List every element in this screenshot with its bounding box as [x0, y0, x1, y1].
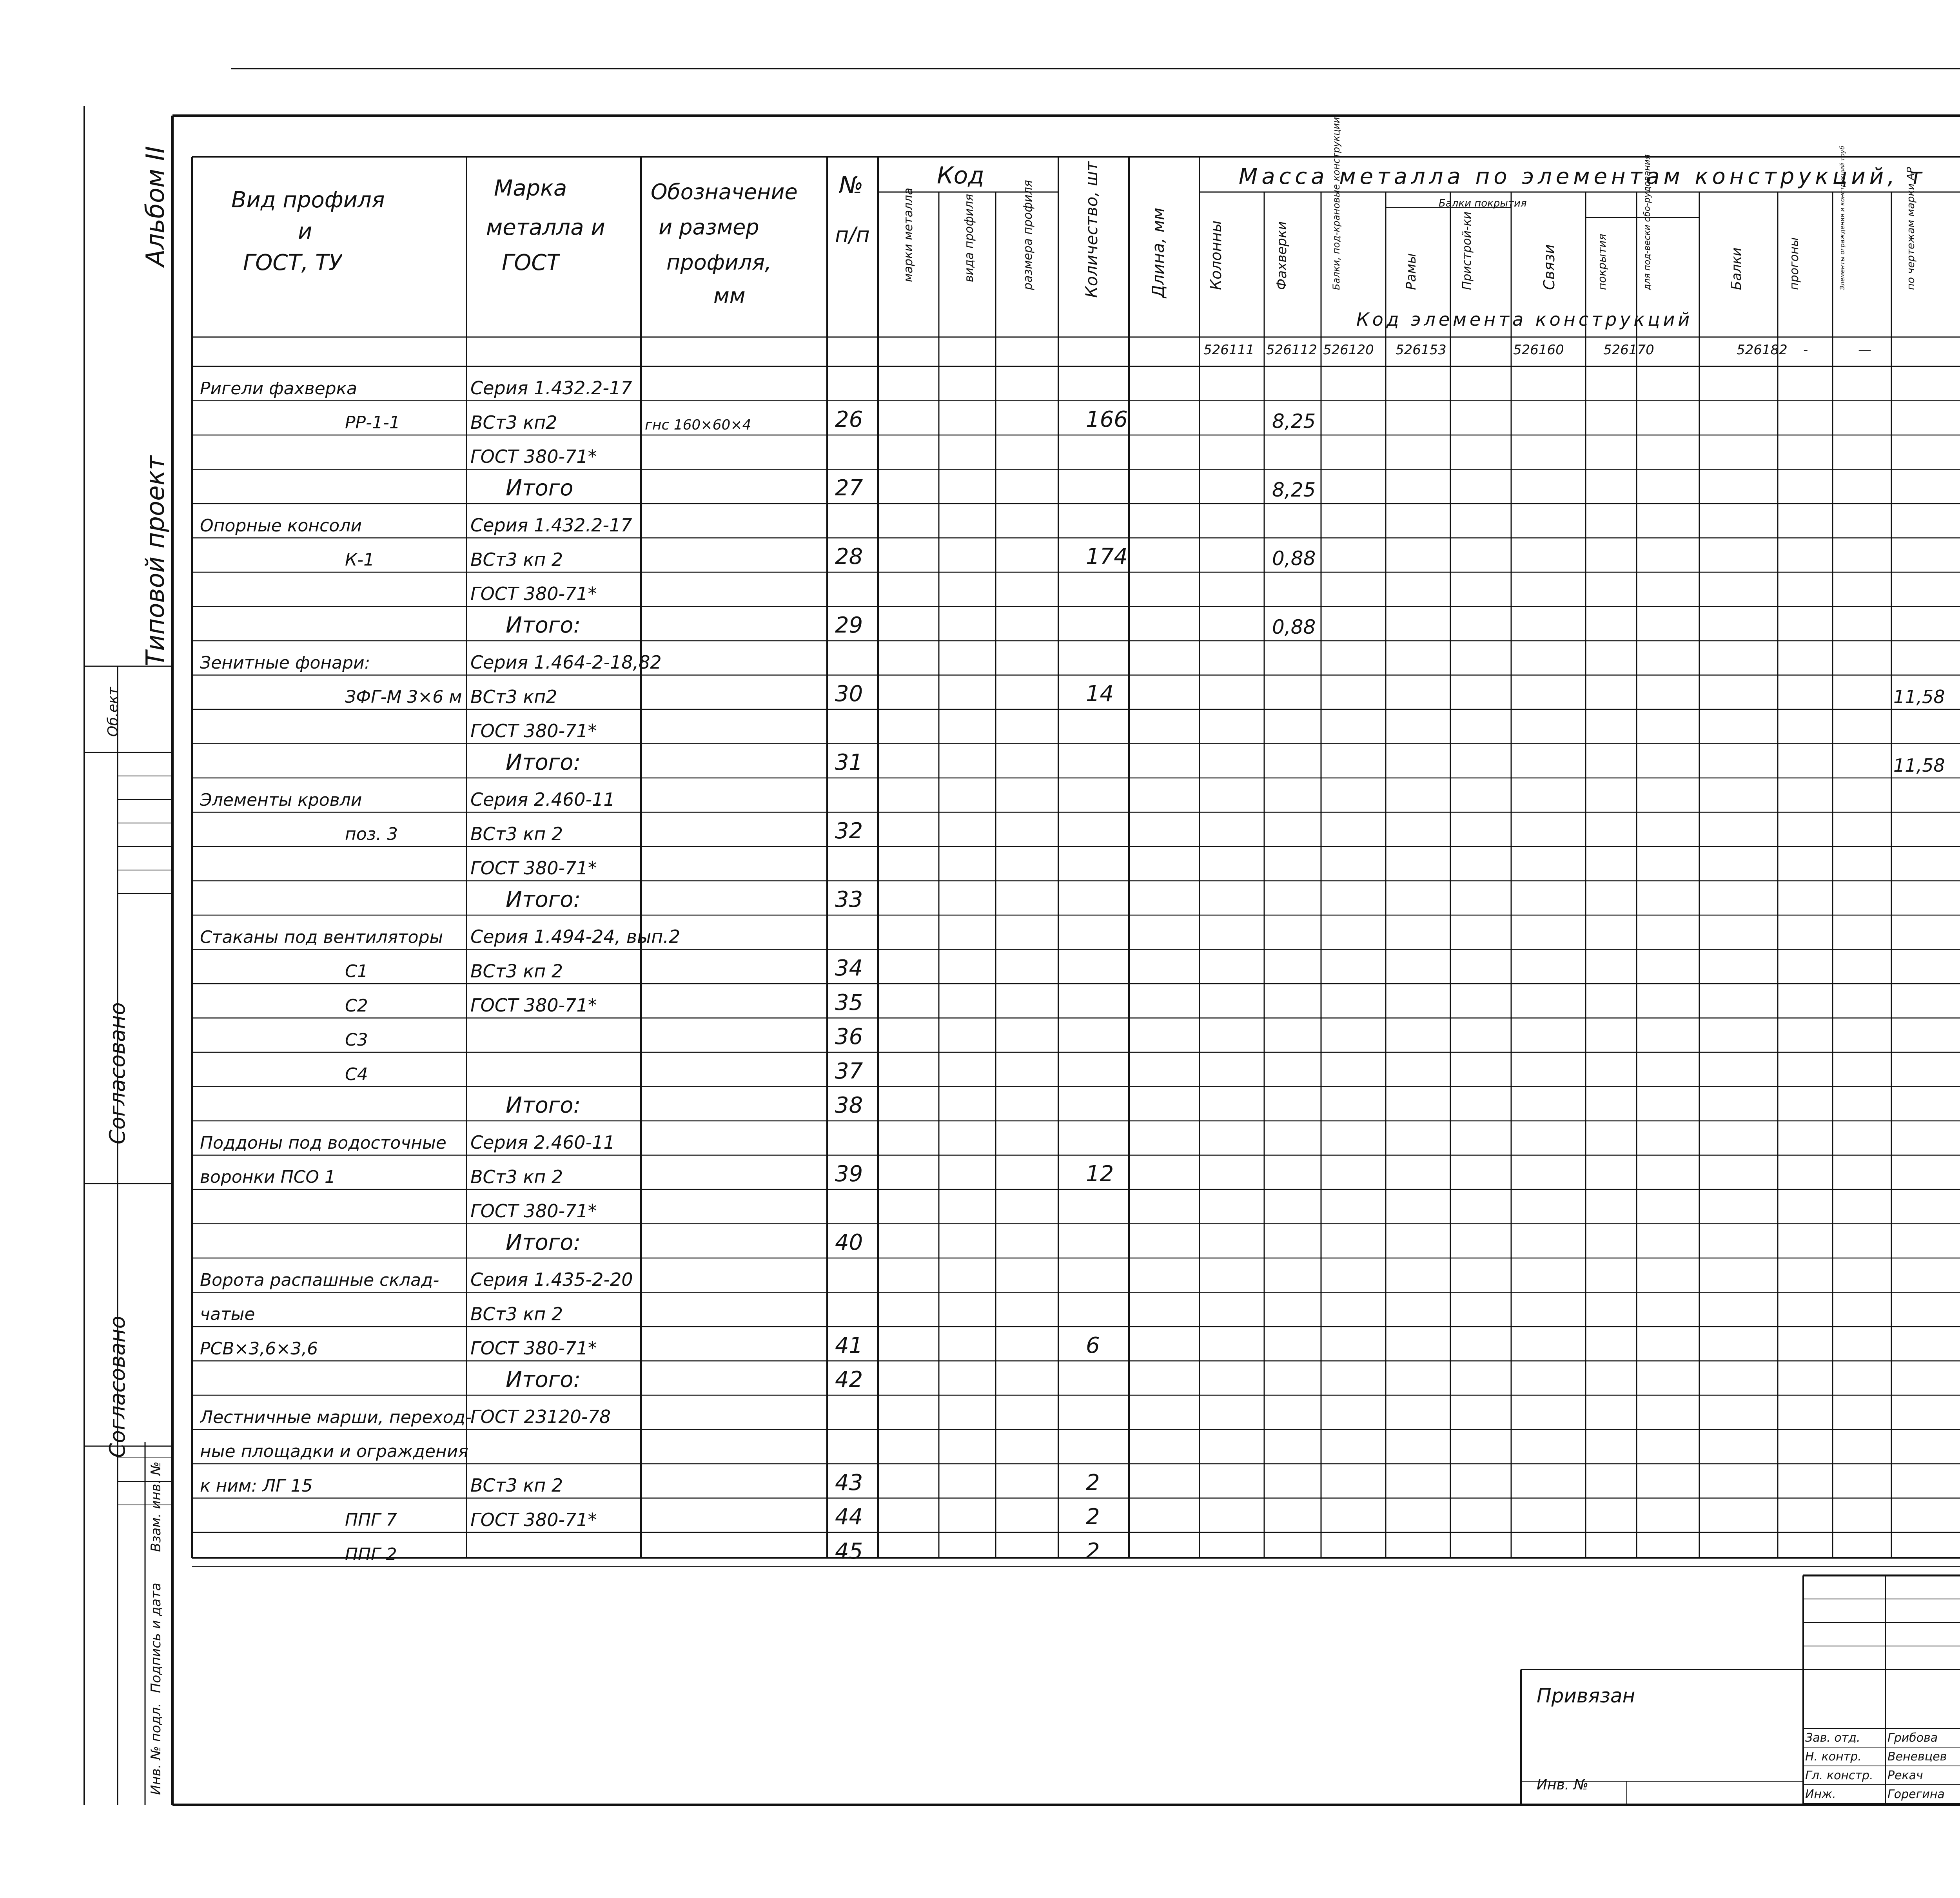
row-profile: Стаканы под вентиляторы — [200, 928, 443, 947]
row-grade: Серия 1.435-2-20 — [470, 1270, 633, 1290]
signature-name: Веневцев — [1887, 1750, 1947, 1763]
row-qty: 2 — [1086, 1505, 1100, 1529]
row-num: 29 — [835, 613, 863, 638]
mass-col-bracing: Связи — [1541, 244, 1558, 290]
element-code: 526153 — [1396, 343, 1446, 358]
row-grade: ВСт3 кп 2 — [470, 1476, 563, 1496]
mass-col-purlins: прогоны — [1788, 237, 1801, 290]
header-code-group: Код — [937, 163, 984, 189]
row-grade: ГОСТ 380-71* — [470, 447, 597, 467]
row-profile: Ригели фахверка — [200, 379, 358, 398]
bound-label: Привязан — [1537, 1685, 1635, 1707]
row-profile: Лестничные марши, переход- — [200, 1408, 472, 1427]
signature-role: Зав. отд. — [1805, 1731, 1860, 1744]
element-code: 526120 — [1323, 343, 1374, 358]
row-num: 39 — [835, 1162, 863, 1186]
mass-col-fachwerk: Фахверки — [1274, 221, 1290, 290]
row-profile: С4 — [345, 1065, 368, 1084]
row-profile: Поддоны под водосточные — [200, 1133, 446, 1153]
row-num: 37 — [835, 1059, 863, 1084]
album-label: Альбом II — [141, 146, 170, 266]
object-label: Об.ект — [105, 687, 121, 737]
row-grade: Серия 2.460-11 — [470, 1133, 615, 1153]
header-desig-3: профиля, — [666, 251, 772, 274]
mass-col-frames: Рамы — [1403, 253, 1419, 290]
row-profile: С2 — [345, 996, 368, 1015]
row-grade: ГОСТ 380-71* — [470, 1510, 597, 1530]
mass-col-crane: Балки, под-крановые конструкции — [1331, 117, 1342, 290]
row-grade: ВСт3 кп2 — [470, 687, 557, 707]
row-grade: ГОСТ 380-71* — [470, 721, 597, 741]
header-qty: Количество, шт — [1082, 161, 1101, 298]
row-num: 27 — [835, 476, 863, 500]
row-profile: чатые — [200, 1305, 255, 1324]
element-code: 526160 — [1513, 343, 1564, 358]
row-grade: Итого: — [506, 1231, 581, 1255]
mass-col-additions: Пристрой-ки — [1460, 211, 1474, 290]
row-grade: ГОСТ 380-71* — [470, 995, 597, 1015]
row-grade: Итого: — [506, 750, 581, 775]
row-num: 44 — [835, 1505, 863, 1529]
project-label: Типовой проект — [141, 455, 170, 666]
mass-col-roof: покрытия — [1595, 234, 1608, 290]
row-profile: К-1 — [345, 551, 375, 570]
row-desig: гнс 160×60×4 — [645, 417, 751, 433]
row-num: 43 — [835, 1470, 863, 1495]
row-qty: 6 — [1086, 1333, 1100, 1358]
row-num: 28 — [835, 545, 863, 569]
row-num: 45 — [835, 1539, 863, 1564]
header-grade-2: металла и — [486, 216, 605, 240]
row-grade: ГОСТ 23120-78 — [470, 1407, 611, 1427]
row-num: 32 — [835, 819, 863, 843]
header-mass-group: Масса металла по элементам конструкций, т — [1239, 165, 1926, 189]
row-num: 36 — [835, 1025, 863, 1049]
row-profile: Зенитные фонари: — [200, 653, 370, 673]
signature-name: Горегина — [1887, 1788, 1945, 1801]
row-grade: Итого: — [506, 1093, 581, 1118]
row-profile: С3 — [345, 1031, 368, 1050]
header-profile-2: и — [298, 219, 312, 244]
row-profile: РР-1-1 — [345, 413, 400, 433]
header-code-col-2: вида профиля — [962, 194, 976, 282]
header-desig-4: мм — [713, 284, 746, 308]
row-num: 31 — [835, 750, 863, 775]
row-profile: РСВ×3,6×3,6 — [200, 1339, 318, 1358]
row-grade: Серия 1.494-24, вып.2 — [470, 927, 681, 947]
inv-label: Инв. № — [1537, 1777, 1589, 1793]
header-profile-1: Вид профиля — [231, 188, 385, 212]
row-num: 40 — [835, 1231, 863, 1255]
header-code-col-3: размера профиля — [1021, 180, 1035, 290]
row-profile: поз. 3 — [345, 825, 398, 844]
row-qty: 166 — [1086, 408, 1128, 432]
row-profile: ППГ 2 — [345, 1545, 397, 1564]
row-num: 26 — [835, 408, 863, 432]
element-code-label: Код элемента конструкций — [1356, 310, 1693, 330]
row-grade: ВСт3 кп 2 — [470, 1304, 563, 1324]
row-grade: ГОСТ 380-71* — [470, 1338, 597, 1358]
row-profile: воронки ПСО 1 — [200, 1168, 336, 1187]
mass-col-columns: Колонны — [1207, 220, 1225, 290]
agreed-label-1: Согласовано — [105, 1002, 130, 1144]
header-length: Длина, мм — [1149, 207, 1168, 298]
stamp-replace-label: Взам. инв. № — [148, 1461, 164, 1552]
row-qty: 14 — [1086, 682, 1114, 706]
row-profile: ЗФГ-М 3×6 м — [345, 688, 462, 707]
row-num: 33 — [835, 888, 863, 912]
header-num-1: № — [839, 172, 864, 198]
row-profile: Опорные консоли — [200, 516, 362, 535]
row-grade: ВСт3 кп 2 — [470, 1167, 563, 1187]
element-code: - — [1803, 343, 1808, 358]
row-profile: ППГ 7 — [345, 1511, 397, 1530]
element-code: 526111 — [1203, 343, 1254, 358]
row-num: 30 — [835, 682, 863, 706]
row-num: 41 — [835, 1333, 863, 1358]
signature-role: Инж. — [1805, 1788, 1836, 1801]
row-num: 42 — [835, 1368, 863, 1392]
row-fax: 8,25 — [1272, 410, 1316, 432]
header-num-2: п/п — [835, 223, 870, 247]
row-qty: 12 — [1086, 1162, 1114, 1186]
element-code: — — [1858, 343, 1871, 358]
row-profile: Элементы кровли — [200, 790, 362, 810]
row-grade: ВСт3 кп 2 — [470, 824, 563, 844]
row-fax: 0,88 — [1272, 616, 1316, 638]
element-code: 526182 — [1737, 343, 1788, 358]
row-grade: ВСт3 кп2 — [470, 412, 557, 433]
row-grade: Серия 1.432.2-17 — [470, 378, 632, 398]
header-code-col-1: марки металла — [902, 188, 915, 282]
row-fax: 0,88 — [1272, 547, 1316, 569]
header-desig-1: Обозначение — [651, 180, 798, 204]
row-grade: Итого: — [506, 613, 581, 638]
row-profile: Ворота распашные склад- — [200, 1271, 439, 1290]
signature-name: Грибова — [1887, 1731, 1938, 1744]
mass-col-ar: по чертежам марки АР — [1905, 167, 1917, 290]
row-grade: Итого: — [506, 1368, 581, 1392]
row-grade: ГОСТ 380-71* — [470, 858, 597, 878]
row-grade: Серия 2.460-11 — [470, 790, 615, 810]
header-grade-3: ГОСТ — [502, 251, 560, 275]
element-code: 526112 — [1266, 343, 1317, 358]
signature-name: Рекач — [1887, 1769, 1923, 1782]
header-grade-1: Марка — [494, 176, 567, 201]
row-profile: С1 — [345, 962, 368, 981]
row-ar: 11,58 — [1893, 755, 1945, 776]
row-grade: ГОСТ 380-71* — [470, 1201, 597, 1221]
header-desig-2: и размер — [659, 216, 759, 239]
row-qty: 2 — [1086, 1539, 1100, 1564]
agreed-label-2: Согласовано — [105, 1316, 130, 1458]
row-num: 34 — [835, 956, 863, 981]
row-grade: ГОСТ 380-71* — [470, 584, 597, 604]
stamp-inv-label: Инв. № подл. — [148, 1703, 164, 1795]
row-grade: ВСт3 кп 2 — [470, 961, 563, 981]
row-grade: ВСт3 кп 2 — [470, 549, 563, 570]
mass-col-equipment: для под-вески обо-рудования — [1642, 154, 1652, 290]
row-grade: Итого — [506, 476, 573, 500]
row-profile: ные площадки и ограждения — [200, 1442, 468, 1461]
stamp-sign-label: Подпись и дата — [148, 1583, 164, 1693]
row-profile: к ним: ЛГ 15 — [200, 1476, 313, 1496]
mass-col-beams: Балки — [1729, 247, 1744, 290]
row-num: 35 — [835, 990, 863, 1015]
row-qty: 2 — [1086, 1470, 1100, 1495]
row-qty: 174 — [1086, 545, 1128, 569]
row-grade: Итого: — [506, 888, 581, 912]
mass-col-fencing: Элементы ограждения и конструкций труб — [1838, 145, 1846, 290]
row-grade: Серия 1.464-2-18,82 — [470, 653, 662, 673]
row-fax: 8,25 — [1272, 479, 1316, 501]
signature-role: Н. контр. — [1805, 1750, 1862, 1763]
row-ar: 11,58 — [1893, 687, 1945, 707]
signature-role: Гл. констр. — [1805, 1769, 1873, 1782]
header-profile-3: ГОСТ, ТУ — [243, 251, 342, 275]
row-num: 38 — [835, 1093, 863, 1118]
header-roof-beams: Балки покрытия — [1439, 198, 1527, 209]
row-grade: Серия 1.432.2-17 — [470, 515, 632, 535]
element-code: 526170 — [1603, 343, 1654, 358]
